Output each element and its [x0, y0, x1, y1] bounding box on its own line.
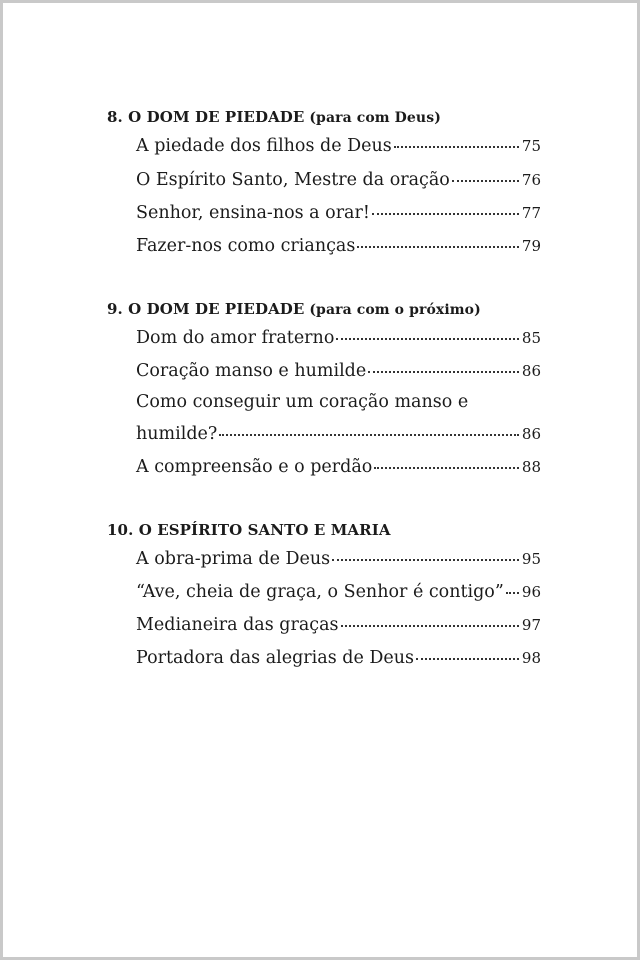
entry-page-number: 96: [521, 583, 541, 601]
entry-page-number: 98: [521, 649, 541, 667]
dot-leader: [336, 338, 519, 340]
entry-page-number: 79: [521, 237, 541, 255]
toc-entry: [136, 549, 541, 579]
entry-title: Dom do amor fraterno: [136, 328, 335, 348]
section-heading-sub: (para com Deus): [309, 110, 441, 126]
entry-title: Fazer-nos como crianças: [136, 236, 356, 256]
entry-title: humilde?: [136, 424, 218, 444]
entry-page-number: 88: [521, 458, 541, 476]
dot-leader: [368, 371, 519, 373]
toc-entry: [136, 361, 541, 391]
entry-page-number: 75: [521, 137, 541, 155]
toc-entry: [136, 424, 541, 454]
entry-title: A compreensão e o perdão: [136, 457, 373, 477]
entry-title: Portadora das alegrias de Deus: [136, 648, 415, 668]
dot-leader: [506, 592, 519, 594]
section-heading: [107, 521, 391, 539]
toc-entry: [136, 203, 541, 233]
section-heading-sub: (para com o próximo): [309, 302, 481, 318]
dot-leader: [332, 559, 519, 561]
entry-page-number: 85: [521, 329, 541, 347]
entry-page-number: 95: [521, 550, 541, 568]
dot-leader: [357, 246, 519, 248]
toc-entry: [136, 170, 541, 200]
dot-leader: [416, 658, 519, 660]
entry-title: Medianeira das graças: [136, 615, 339, 635]
dot-leader: [394, 146, 519, 148]
section-heading-main: 8. O DOM DE PIEDADE: [107, 108, 305, 126]
entry-page-number: 86: [521, 425, 541, 443]
section-heading-main: 9. O DOM DE PIEDADE: [107, 300, 305, 318]
toc-entry: [136, 328, 541, 358]
entry-title: Coração manso e humilde: [136, 361, 367, 381]
section-heading-main: 10. O ESPÍRITO SANTO E MARIA: [107, 521, 391, 539]
entry-title: A piedade dos filhos de Deus: [136, 136, 392, 156]
entry-title-first-line: Como conseguir um coração manso e: [136, 392, 469, 412]
entry-page-number: 86: [521, 362, 541, 380]
entry-page-number: 97: [521, 616, 541, 634]
dot-leader: [372, 213, 519, 215]
section-heading: [107, 300, 481, 318]
toc-entry: [136, 236, 541, 266]
toc-entry: [136, 457, 541, 487]
toc-entry: [136, 615, 541, 645]
entry-title: “Ave, cheia de graça, o Senhor é contigo”: [136, 582, 504, 602]
section-heading: [107, 108, 441, 126]
entry-page-number: 76: [521, 171, 541, 189]
entry-title: Senhor, ensina-nos a orar!: [136, 203, 370, 223]
entry-title: O Espírito Santo, Mestre da oração: [136, 170, 450, 190]
entry-title: A obra-prima de Deus: [136, 549, 331, 569]
dot-leader: [374, 467, 519, 469]
toc-entry: [136, 582, 541, 612]
dot-leader: [341, 625, 519, 627]
toc-entry: [136, 136, 541, 166]
dot-leader: [219, 434, 519, 436]
toc-entry: [136, 648, 541, 678]
dot-leader: [452, 180, 519, 182]
entry-page-number: 77: [521, 204, 541, 222]
